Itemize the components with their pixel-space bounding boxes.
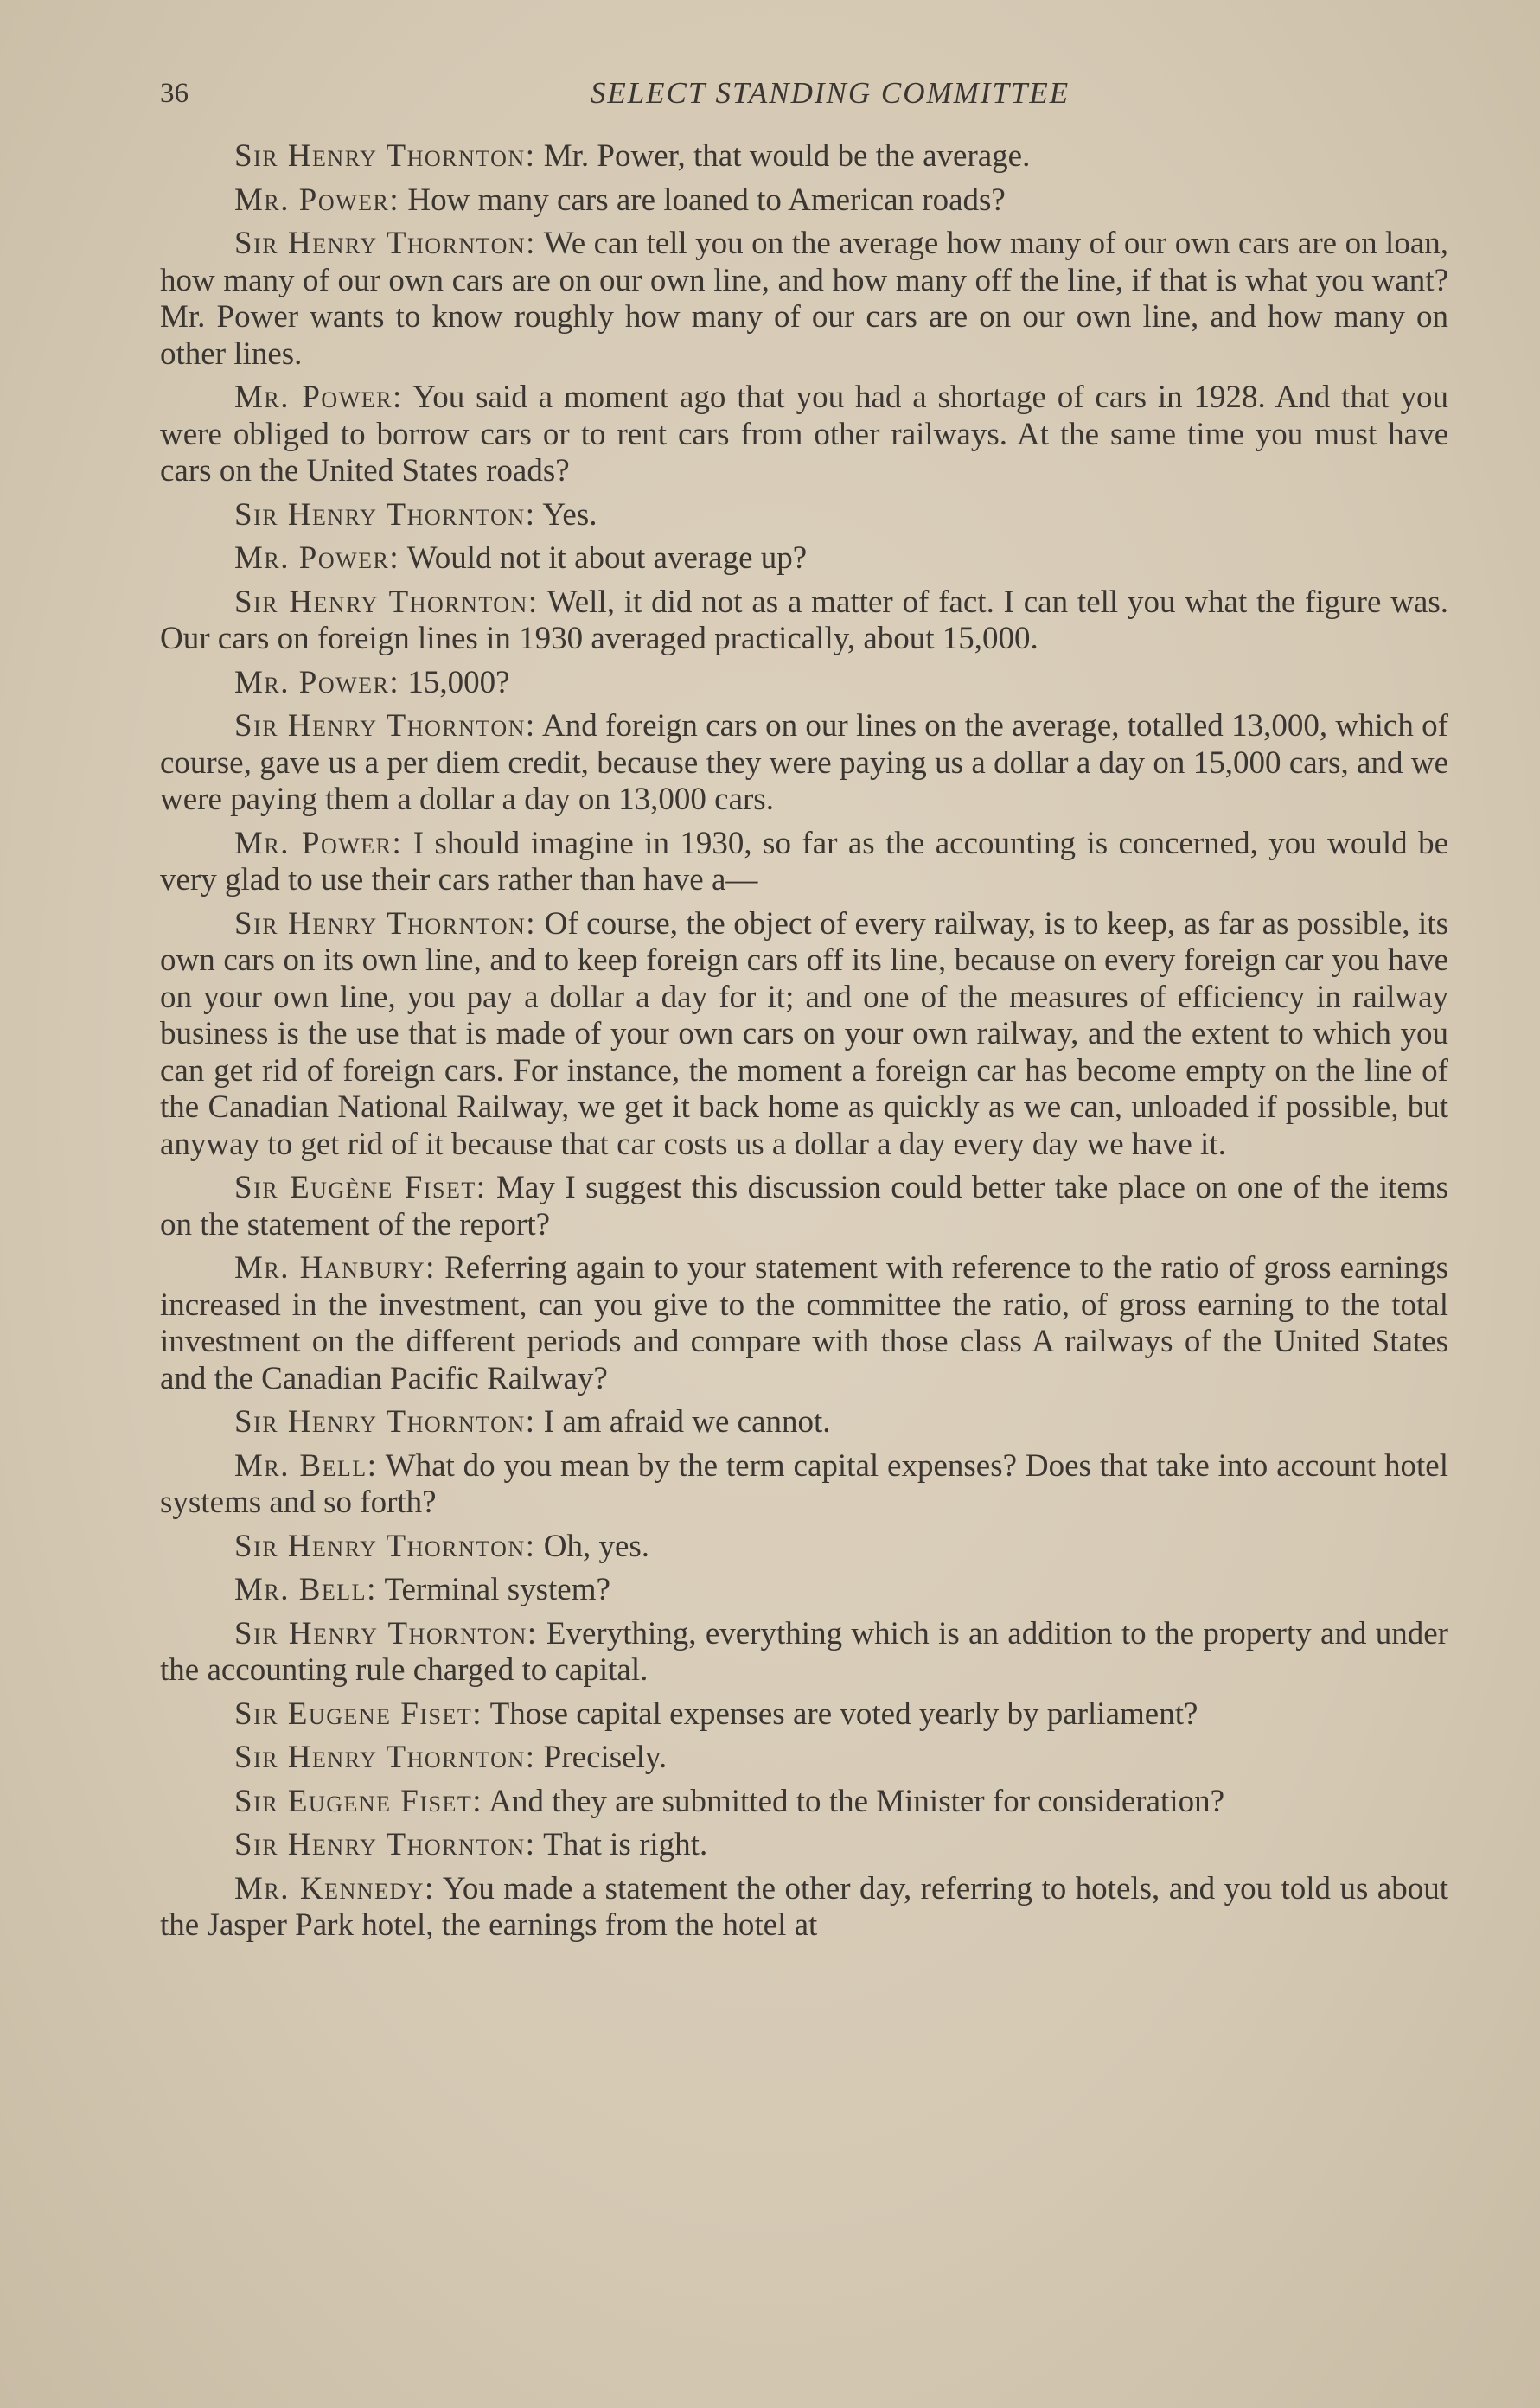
speaker-name: Sir Eugene Fiset : (234, 1784, 482, 1819)
speech-text: And foreign cars on our lines on the average, totalled 13,000, which of course, gave us a per diem credit, because they were paying us a dollar a day on 15,000 cars, and we were paying them a dollar a day on 13,000 cars. (160, 708, 1448, 817)
page-header (160, 73, 1448, 121)
transcript-paragraph (160, 708, 1448, 819)
transcript-paragraph (160, 138, 1448, 176)
transcript-paragraph (160, 584, 1448, 658)
speech-text: Yes. (542, 496, 597, 533)
speech-text: 15,000? (407, 664, 510, 700)
speech-text: Would not it about average up? (406, 540, 808, 576)
speech-text: I should imagine in 1930, so far as the accounting is concerned, you would be very glad to use their cars rather than have a— (160, 825, 1449, 897)
transcript-paragraph (160, 1696, 1448, 1734)
speech-text: We can tell you on the average how many of our own cars are on loan, how many of our own cars are on our own line, and how many off the line, if that is what you want? Mr. Power wants to know roughly how many of our cars are on our own line, and how many on other lines. (160, 226, 1448, 372)
transcript-paragraph (160, 1529, 1448, 1566)
speech-text: You said a moment ago that you had a shortage of cars in 1928. And that you were obliged to borrow cars or to rent cars from other railways. At the same time you must have cars on the United States roads? (160, 380, 1448, 489)
speech-text: And they are submitted to the Minister for consideration? (489, 1783, 1225, 1819)
speaker-name: Mr. Power : (234, 826, 402, 861)
transcript-paragraph (160, 826, 1448, 899)
speaker-name: Sir Henry Thornton : (234, 708, 536, 744)
transcript-paragraph (160, 1827, 1448, 1864)
transcript-paragraph (160, 1448, 1448, 1522)
speech-text: Everything, everything which is an addition to the property and under the accounting rule charged to capital. (160, 1615, 1448, 1688)
speaker-name: Sir Henry Thornton : (234, 138, 536, 174)
transcript-paragraph (160, 1404, 1448, 1441)
speech-text: How many cars are loaned to American roads? (407, 182, 1006, 218)
speech-text: That is right. (543, 1827, 708, 1862)
transcript-paragraph (160, 1572, 1448, 1609)
speaker-name: Mr. Kennedy : (234, 1871, 435, 1907)
transcript-paragraph (160, 380, 1448, 490)
speech-text: Those capital expenses are voted yearly by parliament? (489, 1696, 1198, 1732)
transcript-paragraph (160, 1250, 1448, 1397)
speaker-name: Mr. Power : (234, 665, 399, 700)
transcript-paragraph (160, 906, 1448, 1164)
transcript-body (160, 138, 1448, 1945)
speaker-name: Sir Henry Thornton : (234, 1529, 536, 1564)
transcript-paragraph (160, 226, 1448, 373)
running-head: SELECT STANDING COMMITTEE (590, 76, 1070, 110)
speech-text: Of course, the object of every railway, is to keep, as far as possible, its own cars on its own line, and to keep foreign cars off its line, because on every foreign car you have on your own line, you pay a dollar a day for it; and one of the measures of efficiency in railway business is the use that is made of your own cars on your own railway, and the extent to which you can get rid of foreign cars. For instance, the moment a foreign car has become empty on the line of the Canadian National Railway, we get it back home as quickly as we can, unloaded if possible, but anyway to get rid of it because that car costs us a dollar a day every day we have it. (160, 905, 1448, 1162)
speaker-name: Sir Eugène Fiset : (234, 1170, 487, 1205)
transcript-paragraph (160, 1170, 1448, 1243)
transcript-paragraph (160, 1616, 1448, 1689)
speaker-name: Mr. Power : (234, 380, 403, 415)
speech-text: Precisely. (543, 1740, 668, 1775)
document-page (160, 73, 1448, 1951)
speech-text: What do you mean by the term capital expenses? Does that take into account hotel systems and so forth? (160, 1447, 1448, 1520)
transcript-paragraph (160, 665, 1448, 702)
speaker-name: Mr. Hanbury : (234, 1250, 436, 1286)
speaker-name: Sir Henry Thornton : (234, 1827, 536, 1862)
speech-text: Oh, yes. (543, 1528, 650, 1564)
transcript-paragraph (160, 1871, 1448, 1945)
speech-text: May I suggest this discussion could better take place on one of the items on the statement of the report? (160, 1170, 1448, 1242)
transcript-paragraph (160, 497, 1448, 534)
transcript-paragraph (160, 1740, 1448, 1777)
speaker-name: Sir Henry Thornton : (234, 226, 536, 261)
speech-text: You made a statement the other day, referring to hotels, and you told us about the Jasper Park hotel, the earnings from the hotel at (160, 1870, 1448, 1943)
speaker-name: Sir Eugene Fiset : (234, 1696, 482, 1732)
speaker-name: Sir Henry Thornton : (234, 1740, 536, 1775)
speech-text: I am afraid we cannot. (543, 1404, 831, 1440)
speaker-name: Sir Henry Thornton : (234, 584, 539, 620)
speaker-name: Sir Henry Thornton : (234, 497, 536, 533)
speech-text: Referring again to your statement with reference to the ratio of gross earnings increased in the investment, can you give to the committee the ratio, of gross earning to the total investment on the different periods and compare with those class A railways of the United States and the Canadian Pacific Railway? (160, 1250, 1448, 1396)
page-number: 36 (160, 78, 189, 109)
speaker-name: Sir Henry Thornton : (234, 1616, 538, 1651)
transcript-paragraph (160, 540, 1448, 578)
speaker-name: Mr. Power : (234, 182, 399, 218)
speaker-name: Sir Henry Thornton : (234, 906, 536, 942)
speech-text: Well, it did not as a matter of fact. I can tell you what the figure was. Our cars on foreign lines in 1930 averaged practically, about 15,000. (160, 584, 1448, 656)
speaker-name: Mr. Power : (234, 540, 399, 576)
speech-text: Mr. Power, that would be the average. (543, 138, 1031, 174)
speaker-name: Mr. Bell : (234, 1572, 377, 1607)
speech-text: Terminal system? (384, 1572, 610, 1607)
speaker-name: Sir Henry Thornton : (234, 1404, 536, 1440)
transcript-paragraph (160, 1784, 1448, 1821)
transcript-paragraph (160, 182, 1448, 220)
speaker-name: Mr. Bell : (234, 1448, 377, 1484)
